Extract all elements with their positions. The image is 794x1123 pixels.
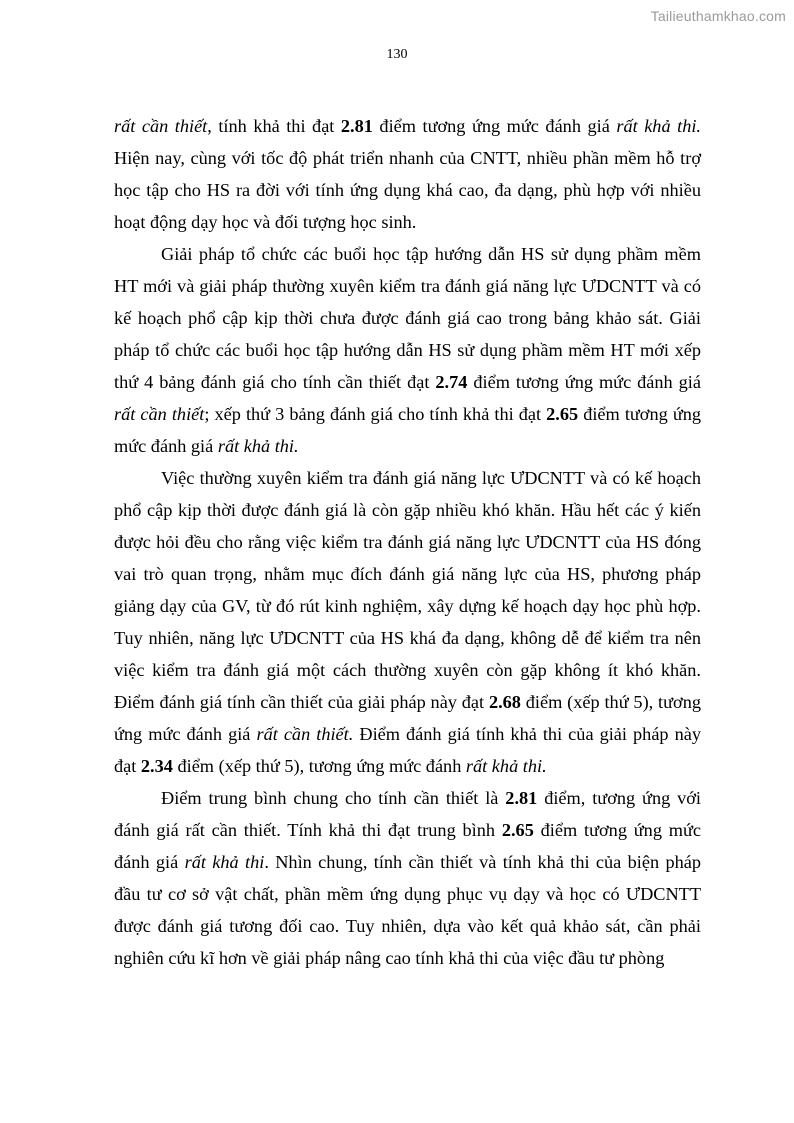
text-run: rất cần thiết. <box>256 724 354 744</box>
text-run: Điểm đánh giá tính khả thi của giải pháp này đạt <box>114 724 702 776</box>
text-run: 2.81 <box>340 116 373 136</box>
paragraph <box>114 782 701 974</box>
watermark: Tailieuthamkhao.com <box>650 8 786 24</box>
text-run: điểm, tương ứng với đánh giá rất cần thiết. Tính khả thi đạt trung bình <box>114 788 701 840</box>
text-run: rất khả thi <box>184 852 265 872</box>
text-run: 2.65 <box>546 404 579 424</box>
document-body <box>114 110 701 974</box>
text-run: điểm (xếp thứ 5), tương ứng mức đánh giá <box>114 692 701 744</box>
text-run: Hiện nay, cùng với tốc độ phát triển nhanh của CNTT, nhiều phần mềm hỗ trợ học tập cho HS ra đời với tính ứng dụng khá cao, đa dạng, phù hợp với nhiều hoạt động dạy học và đối tượng học sinh. <box>114 148 701 232</box>
text-run: rất khả thi. <box>465 756 547 776</box>
text-run: Việc thường xuyên kiểm tra đánh giá năng lực ƯDCNTT và có kế hoạch phổ cập kịp thời được đánh giá là còn gặp nhiều khó khăn. Hầu hết các ý kiến được hỏi đều cho rằng việc kiểm tra đánh giá năng lực ƯDCNTT của HS đóng vai trò quan trọng, nhằm mục đích đánh giá năng lực của HS, phương pháp giảng dạy của GV, từ đó rút kinh nghiệm, xây dựng kế hoạch dạy học phù hợp. Tuy nhiên, năng lực ƯDCNTT của HS khá đa dạng, không dễ để kiểm tra nên việc kiểm tra đánh giá một cách thường xuyên còn gặp không ít khó khăn. Điểm đánh giá tính cần thiết của giải pháp này đạt <box>114 468 701 712</box>
text-run: Điểm trung bình chung cho tính cần thiết là <box>161 788 506 808</box>
text-run: rất khả thi. <box>616 116 701 136</box>
text-run: 2.34 <box>140 756 173 776</box>
text-run: 2.65 <box>501 820 534 840</box>
text-run: 2.81 <box>505 788 538 808</box>
text-run: điểm (xếp thứ 5), tương ứng mức đánh <box>172 756 466 776</box>
text-run: Giải pháp tổ chức các buổi học tập hướng dẫn HS sử dụng phầm mềm HT mới và giải pháp thường xuyên kiểm tra đánh giá năng lực ƯDCNTT và có kế hoạch phổ cập kịp thời chưa được đánh giá cao trong bảng khảo sát. Giải pháp tổ chức các buổi học tập hướng dẫn HS sử dụng phầm mềm HT mới xếp thứ 4 bảng đánh giá cho tính cần thiết đạt <box>114 244 701 392</box>
paragraph <box>114 238 701 462</box>
paragraph <box>114 462 701 782</box>
text-run: rất cần thiết <box>114 116 208 136</box>
text-run: 2.74 <box>435 372 468 392</box>
text-run: , tính khả thi đạt <box>207 116 341 136</box>
text-run: 2.68 <box>488 692 521 712</box>
paragraph <box>114 110 701 238</box>
text-run: điểm tương ứng mức đánh giá <box>467 372 701 392</box>
text-run: điểm tương ứng mức đánh giá <box>114 404 702 456</box>
text-run: điểm tương ứng mức đánh giá <box>114 820 702 872</box>
page-number: 130 <box>386 47 408 62</box>
text-run: . Nhìn chung, tính cần thiết và tính khả thi của biện pháp đầu tư cơ sở vật chất, phần mềm ứng dụng phục vụ dạy và học có ƯDCNTT được đánh giá tương đối cao. Tuy nhiên, dựa vào kết quả khảo sát, cần phải nghiên cứu kĩ hơn về giải pháp nâng cao tính khả thi của việc đầu tư phòng <box>114 852 701 968</box>
text-run: điểm tương ứng mức đánh giá <box>372 116 617 136</box>
text-run: rất khả thi. <box>217 436 299 456</box>
text-run: ; xếp thứ 3 bảng đánh giá cho tính khả thi đạt <box>204 404 547 424</box>
text-run: rất cần thiết <box>114 404 205 424</box>
